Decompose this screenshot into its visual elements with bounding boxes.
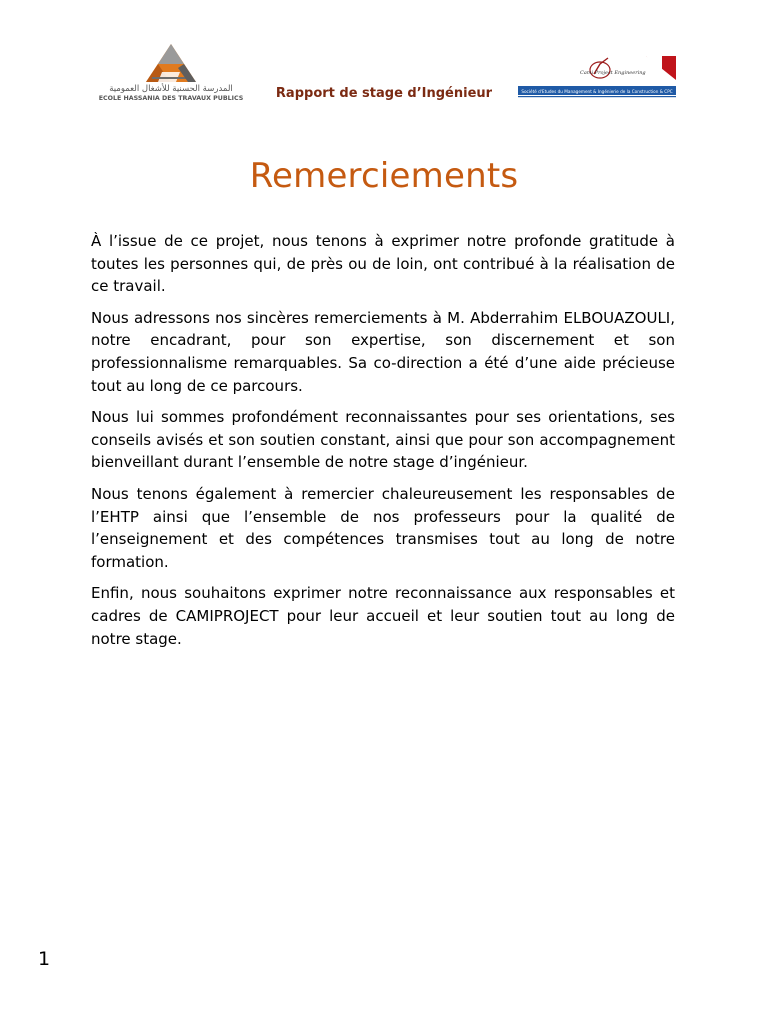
paragraph-2: Nous adressons nos sincères remerciements à M. Abderrahim ELBOUAZOULI, notre encadrant, pour son expertise, son discernement et son professionnalisme remarquables. Sa co-direction a été d’une aide précieuse tout au long de ce parcours. [91,308,675,395]
ehtp-triangle-logo-icon [92,42,250,104]
paragraph-3: Nous lui sommes profondément reconnaissantes pour ses orientations, ses conseils avisés et son soutien constant, ainsi que pour son accompagnement bienveillant durant l’ensemble de notre stage d’ingénieur. [91,408,675,472]
ehtp-arabic-text: المدرسة الحسنية للأشغال العمومية [109,84,233,94]
paragraph-1: À l’issue de ce projet, nous tenons à exprimer notre profonde gratitude à toutes les personnes qui, de près ou de loin, ont contribué à la réalisation de ce travail. [91,232,675,296]
page-number: 1 [38,948,51,970]
camiproject-logo-icon [516,54,678,102]
ehtp-french-text: ECOLE HASSANIA DES TRAVAUX PUBLICS [98,95,244,102]
page-header [0,0,768,120]
camiproject-brand-text: Cami Project Engineering [580,70,646,76]
camiproject-logo [516,54,678,102]
page-title: Remerciements [249,156,519,196]
ehtp-logo [92,42,250,104]
paragraph-4: Nous tenons également à remercier chaleureusement les responsables de l’EHTP ainsi que l’ensemble de nos professeurs pour la qualité de l’enseignement et des compétences transmises tout au long de notre formation. [91,484,675,571]
camiproject-tagline: Société d'Etudes du Management & Ingénierie de la Construction & CPC [521,88,673,94]
report-title: Rapport de stage d’Ingénieur [275,86,493,101]
paragraph-5: Enfin, nous souhaitons exprimer notre reconnaissance aux responsables et cadres de CAMIPROJECT pour leur accueil et leur soutien tout au long de notre stage. [91,584,675,648]
document-body [91,230,675,659]
